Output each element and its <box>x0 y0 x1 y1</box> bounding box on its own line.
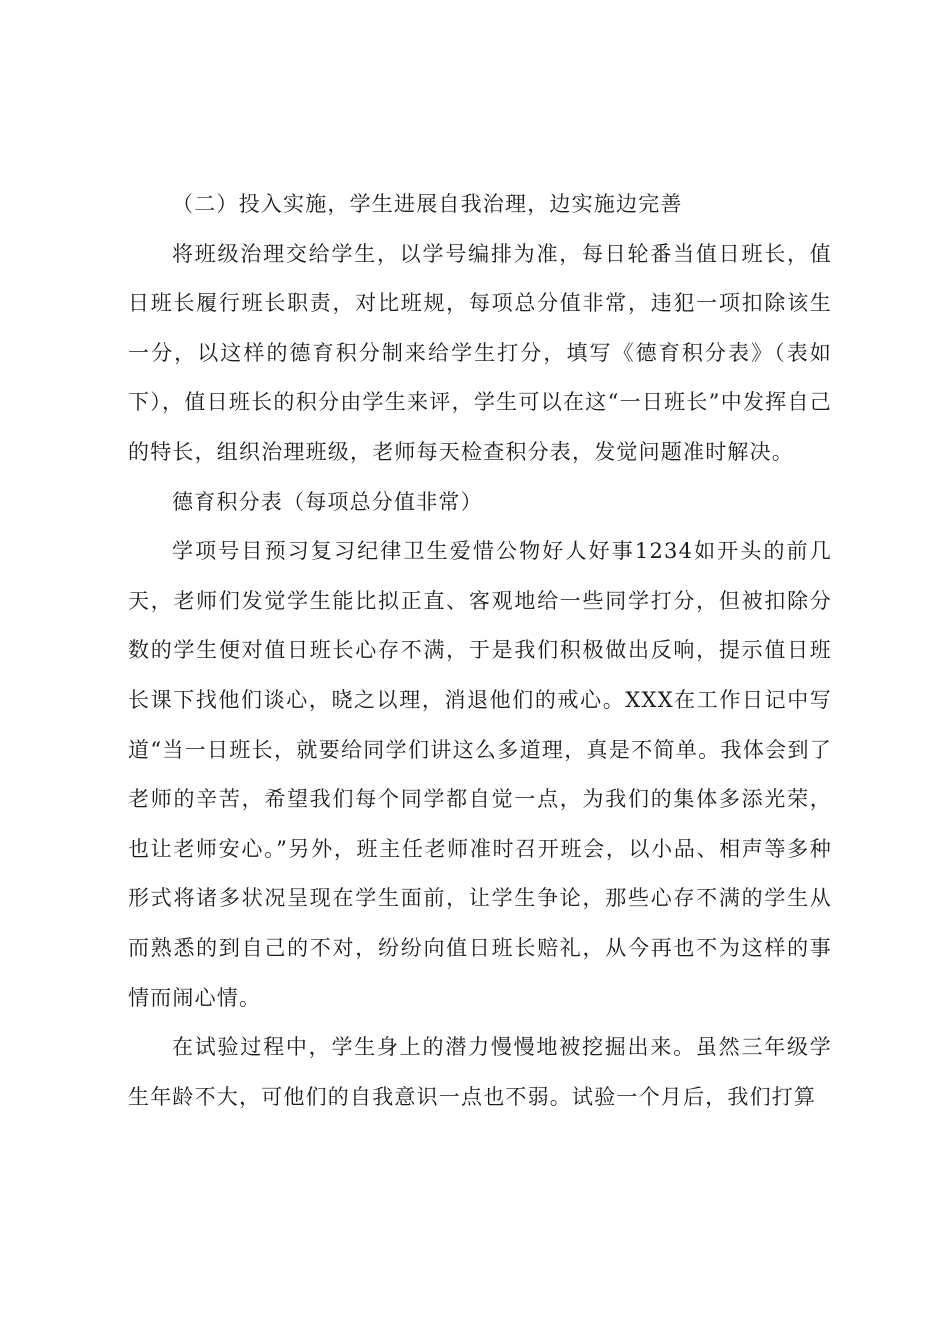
table-caption: 德育积分表（每项总分值非常） <box>172 489 483 514</box>
document-page <box>128 180 832 1122</box>
paragraph-experiment-progress: 在试验过程中，学生身上的潜力慢慢地被挖掘出来。虽然三年级学生年龄不大，可他们的自我意识一点也不弱。试验一个月后，我们打算 <box>128 1035 832 1109</box>
paragraph-scoring-feedback: 学项号目预习复习纪律卫生爱惜公物好人好事1234如开头的前几天，老师们发觉学生能比拟正直、客观地给一些同学打分，但被扣除分数的学生便对值日班长心存不满，于是我们积极做出反响，提示值日班长课下找他们谈心，晓之以理，消退他们的戒心。XXX在工作日记中写道“当一日班长，就要给同学们讲这么多道理，真是不简单。我体会到了老师的辛苦，希望我们每个同学都自觉一点，为我们的集体多添光荣，也让老师安心。”另外，班主任老师准时召开班会，以小品、相声等多种形式将诸多状况呈现在学生面前，让学生争论，那些心存不满的学生从而熟悉的到自己的不对，纷纷向值日班长赔礼，从今再也不为这样的事情而闹心情。 <box>128 539 832 1010</box>
section-heading: （二）投入实施，学生进展自我治理，边实施边完善 <box>172 192 683 216</box>
paragraph-class-management: 将班级治理交给学生，以学号编排为准，每日轮番当值日班长，值日班长履行班长职责，对比班规，每项总分值非常，违犯一项扣除该生一分，以这样的德育积分制来给学生打分，填写《德育积分表》（表如下），值日班长的积分由学生来评，学生可以在这“一日班长”中发挥自己的特长，组织治理班级，老师每天检查积分表，发觉问题准时解决。 <box>128 241 832 464</box>
